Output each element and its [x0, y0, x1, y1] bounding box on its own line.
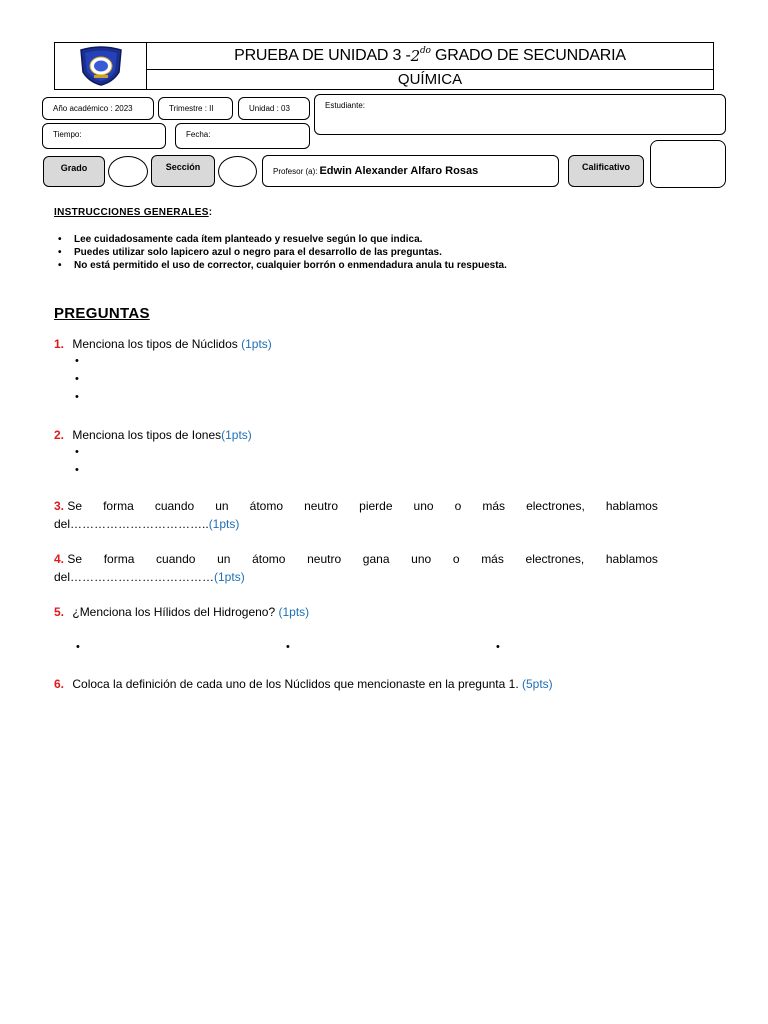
instruction-text: Puedes utilizar solo lapicero azul o negro para el desarrollo de las preguntas. — [74, 247, 442, 258]
date-field[interactable] — [175, 123, 310, 149]
question-points: (1pts) — [208, 517, 240, 531]
answer-blank[interactable]: del…………………………….. — [54, 517, 209, 531]
academic-year-field: Año académico : 2023 — [42, 97, 154, 120]
question-number: 6. — [54, 677, 65, 691]
question-number: 2. — [54, 428, 65, 442]
time-label: Tiempo: — [53, 130, 82, 139]
instructions-title-text: INSTRUCCIONES GENERALES — [54, 207, 209, 218]
question-number: 3. — [54, 499, 65, 513]
question-points: (1pts) — [241, 337, 272, 351]
word: uno — [411, 552, 432, 566]
student-label: Estudiante: — [325, 101, 366, 110]
unit-field: Unidad : 03 — [238, 97, 310, 120]
instruction-item — [58, 259, 507, 272]
word: hablamos — [605, 499, 658, 513]
question-6 — [54, 677, 553, 691]
teacher-label: Profesor (a): — [273, 166, 318, 176]
instruction-item — [58, 246, 507, 259]
title-suffix: GRADO DE SECUNDARIA — [430, 47, 626, 64]
question-points: (1pts) — [214, 570, 245, 584]
word: Se — [67, 552, 83, 566]
word: átomo — [249, 499, 284, 513]
instructions-colon: : — [208, 207, 213, 218]
teacher-name: Edwin Alexander Alfaro Rosas — [319, 165, 479, 177]
answer-bullet[interactable]: • — [75, 373, 79, 385]
question-4-first-word — [54, 552, 82, 566]
answer-bullet[interactable]: • — [75, 464, 79, 476]
subject-title: QUÍMICA — [397, 71, 463, 88]
instructions-title — [54, 207, 212, 218]
word: forma — [103, 552, 135, 566]
question-2 — [54, 428, 252, 442]
instructions-list — [58, 233, 507, 272]
word: o — [454, 499, 462, 513]
word: pierde — [359, 499, 393, 513]
question-3-first-word — [54, 499, 82, 513]
date-label: Fecha: — [186, 130, 211, 139]
bullet-icon: • — [58, 234, 62, 245]
word: Se — [67, 499, 83, 513]
section-label: Sección — [151, 155, 215, 187]
word: electrones, — [526, 499, 585, 513]
answer-blank[interactable]: del……………………………… — [54, 570, 215, 584]
bullet-icon: • — [58, 247, 62, 258]
word: gana — [362, 552, 390, 566]
word: hablamos — [605, 552, 658, 566]
time-field[interactable] — [42, 123, 166, 149]
answer-bullet[interactable]: • — [496, 641, 500, 653]
question-number: 4. — [54, 552, 65, 566]
word: neutro — [304, 499, 339, 513]
word: forma — [103, 499, 134, 513]
answer-bullet[interactable]: • — [76, 641, 80, 653]
title-prefix: PRUEBA DE UNIDAD 3 - — [234, 47, 411, 64]
questions-title: PREGUNTAS — [54, 305, 150, 322]
title-ordinal — [411, 47, 431, 65]
instruction-item — [58, 233, 507, 246]
question-5 — [54, 605, 309, 619]
exam-header — [54, 42, 714, 90]
question-text: ¿Menciona los Hílidos del Hidrogeno? — [72, 605, 279, 619]
logo-cell — [55, 43, 147, 89]
trimester-field: Trimestre : II — [158, 97, 233, 120]
grade-input[interactable] — [108, 156, 148, 187]
word: uno — [413, 499, 434, 513]
score-input[interactable] — [650, 140, 726, 188]
word: más — [482, 499, 506, 513]
ordinal-sup: do — [419, 46, 431, 56]
instruction-text: Lee cuidadosamente cada ítem planteado y resuelve según lo que indica. — [74, 234, 423, 245]
teacher-field — [262, 155, 559, 187]
ordinal-base: 2 — [410, 47, 420, 65]
question-1 — [54, 337, 272, 351]
school-shield-logo-icon — [77, 46, 125, 86]
question-4-line2[interactable] — [54, 570, 245, 584]
question-points: (1pts) — [221, 428, 252, 442]
answer-bullet[interactable]: • — [75, 446, 79, 458]
question-number: 1. — [54, 337, 65, 351]
student-field[interactable] — [314, 94, 726, 135]
word: un — [217, 552, 231, 566]
word: átomo — [252, 552, 286, 566]
answer-bullet[interactable]: • — [75, 355, 79, 367]
grade-label: Grado — [43, 156, 105, 187]
question-number: 5. — [54, 605, 65, 619]
question-text: Menciona los tipos de Núclidos — [72, 337, 242, 351]
question-text: Coloca la definición de cada uno de los Núclidos que mencionaste en la pregunta 1. — [72, 677, 522, 691]
question-points: (1pts) — [278, 605, 310, 619]
question-3-line1 — [54, 499, 658, 513]
word: neutro — [307, 552, 342, 566]
score-label: Calificativo — [568, 155, 644, 187]
question-points: (5pts) — [522, 677, 553, 691]
word: un — [215, 499, 229, 513]
word: electrones, — [525, 552, 585, 566]
exam-title — [147, 43, 713, 70]
word: más — [481, 552, 504, 566]
question-3-line2[interactable] — [54, 517, 239, 531]
bullet-icon: • — [58, 260, 62, 271]
word: o — [452, 552, 460, 566]
answer-bullet[interactable]: • — [75, 391, 79, 403]
question-text: Menciona los tipos de Iones — [72, 428, 222, 442]
section-input[interactable] — [218, 156, 257, 187]
answer-bullet[interactable]: • — [286, 641, 290, 653]
instruction-text: No está permitido el uso de corrector, cualquier borrón o enmendadura anula tu respuesta. — [74, 260, 507, 271]
word: cuando — [154, 499, 195, 513]
word: cuando — [156, 552, 196, 566]
question-4-line1 — [54, 552, 658, 566]
